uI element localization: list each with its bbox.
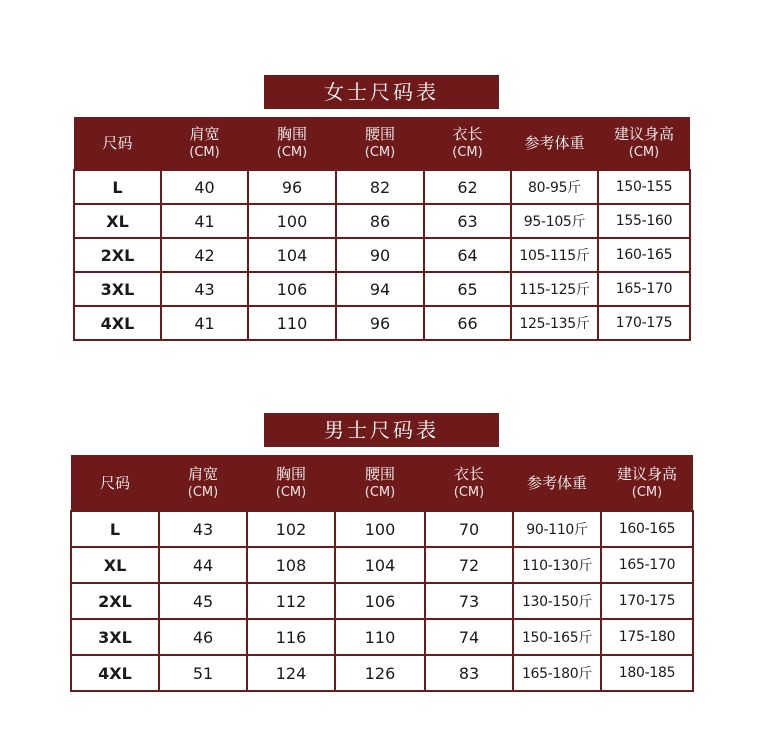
waist-cell: 110 [335,619,425,655]
waist-cell: 86 [336,204,424,238]
men-header-size: 尺码 [71,455,159,511]
length-cell: 83 [425,655,513,691]
waist-cell: 96 [336,306,424,340]
chest-cell: 124 [247,655,335,691]
height-cell: 175-180 [601,619,693,655]
shoulder-cell: 41 [161,306,248,340]
women-header-length: 衣长 (CM) [424,117,511,170]
table-row [71,655,693,691]
height-cell: 165-170 [598,272,690,306]
chest-cell: 102 [247,511,335,547]
waist-cell: 90 [336,238,424,272]
length-cell: 65 [424,272,511,306]
women-header-height: 建议身高 (CM) [598,117,690,170]
chest-cell: 106 [248,272,336,306]
weight-cell: 150-165斤 [513,619,601,655]
weight-cell: 110-130斤 [513,547,601,583]
weight-cell: 90-110斤 [513,511,601,547]
size-cell: 4XL [74,306,161,340]
men-header-length: 衣长 (CM) [425,455,513,511]
chest-cell: 96 [248,170,336,204]
women-header-row [74,117,690,170]
size-cell: 3XL [71,619,159,655]
length-cell: 63 [424,204,511,238]
size-cell: XL [74,204,161,238]
height-cell: 160-165 [601,511,693,547]
chest-cell: 100 [248,204,336,238]
men-header-shoulder: 肩宽 (CM) [159,455,247,511]
shoulder-cell: 43 [159,511,247,547]
table-row [74,170,690,204]
table-row [74,238,690,272]
weight-cell: 95-105斤 [511,204,598,238]
height-cell: 155-160 [598,204,690,238]
chest-cell: 108 [247,547,335,583]
shoulder-cell: 40 [161,170,248,204]
chest-cell: 110 [248,306,336,340]
waist-cell: 100 [335,511,425,547]
weight-cell: 130-150斤 [513,583,601,619]
length-cell: 70 [425,511,513,547]
table-row [74,306,690,340]
height-cell: 150-155 [598,170,690,204]
length-cell: 66 [424,306,511,340]
length-cell: 73 [425,583,513,619]
chest-cell: 112 [247,583,335,619]
shoulder-cell: 44 [159,547,247,583]
length-cell: 62 [424,170,511,204]
size-cell: XL [71,547,159,583]
men-header-weight: 参考体重 [513,455,601,511]
size-cell: 4XL [71,655,159,691]
men-header-height: 建议身高 (CM) [601,455,693,511]
height-cell: 165-170 [601,547,693,583]
weight-cell: 105-115斤 [511,238,598,272]
women-header-chest: 胸围 (CM) [248,117,336,170]
table-row [71,619,693,655]
shoulder-cell: 41 [161,204,248,238]
length-cell: 64 [424,238,511,272]
women-header-size: 尺码 [74,117,161,170]
table-row [71,583,693,619]
size-cell: 3XL [74,272,161,306]
table-row [71,511,693,547]
shoulder-cell: 42 [161,238,248,272]
weight-cell: 125-135斤 [511,306,598,340]
waist-cell: 82 [336,170,424,204]
men-header-row [71,455,693,511]
women-header-weight: 参考体重 [511,117,598,170]
weight-cell: 115-125斤 [511,272,598,306]
shoulder-cell: 43 [161,272,248,306]
men-header-waist: 腰围 (CM) [335,455,425,511]
height-cell: 180-185 [601,655,693,691]
length-cell: 72 [425,547,513,583]
men-size-table [70,455,694,692]
table-row [74,272,690,306]
table-row [74,204,690,238]
waist-cell: 94 [336,272,424,306]
women-size-title: 女士尺码表 [264,75,499,109]
women-header-waist: 腰围 (CM) [336,117,424,170]
height-cell: 160-165 [598,238,690,272]
weight-cell: 165-180斤 [513,655,601,691]
size-cell: L [71,511,159,547]
height-cell: 170-175 [601,583,693,619]
weight-cell: 80-95斤 [511,170,598,204]
size-cell: L [74,170,161,204]
waist-cell: 104 [335,547,425,583]
table-row [71,547,693,583]
waist-cell: 106 [335,583,425,619]
men-header-chest: 胸围 (CM) [247,455,335,511]
size-cell: 2XL [74,238,161,272]
chest-cell: 116 [247,619,335,655]
height-cell: 170-175 [598,306,690,340]
shoulder-cell: 51 [159,655,247,691]
waist-cell: 126 [335,655,425,691]
size-cell: 2XL [71,583,159,619]
women-header-shoulder: 肩宽 (CM) [161,117,248,170]
women-size-table [73,117,691,341]
men-size-title: 男士尺码表 [264,413,499,447]
shoulder-cell: 46 [159,619,247,655]
shoulder-cell: 45 [159,583,247,619]
length-cell: 74 [425,619,513,655]
chest-cell: 104 [248,238,336,272]
